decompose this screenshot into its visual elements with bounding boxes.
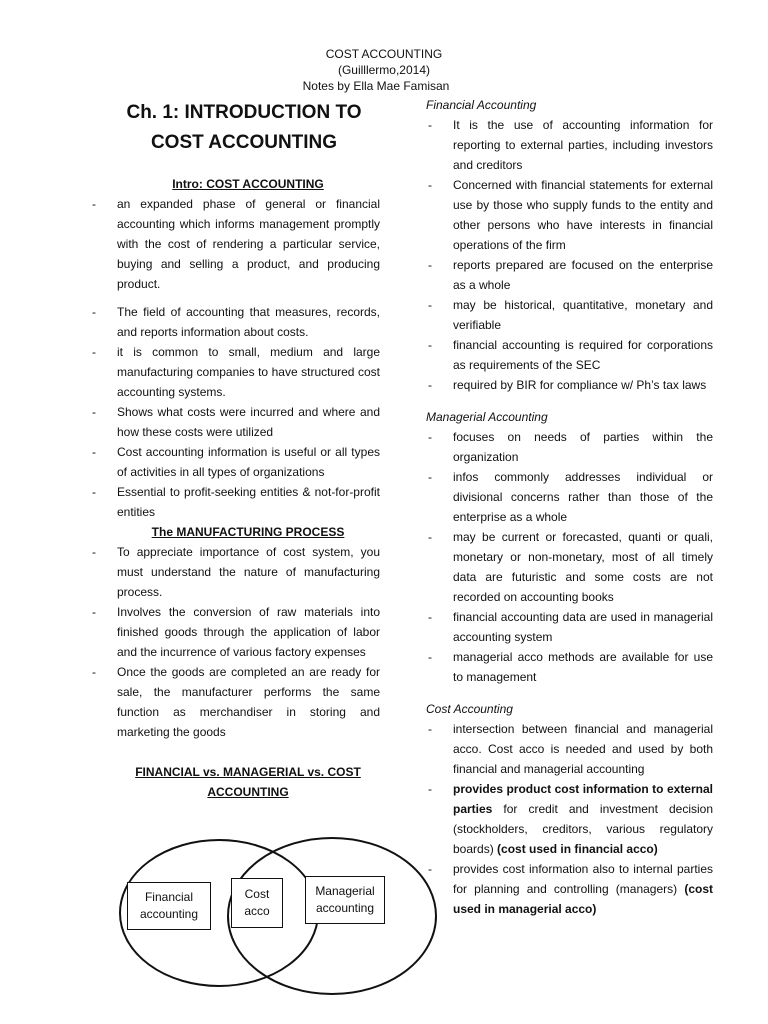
financial-box-line1: Financial xyxy=(144,890,193,904)
left-column xyxy=(90,98,380,802)
chapter-title-line2: COST ACCOUNTING xyxy=(150,132,338,153)
list-item: - Cost accounting information is useful or all types of activities in all types of organizations xyxy=(90,442,380,482)
managerial-box-line2: accounting xyxy=(315,901,375,915)
financial-list xyxy=(426,115,713,395)
cost-box-line2: acco xyxy=(244,904,270,918)
list-item: - intersection between financial and managerial acco. Cost acco is needed and used by both financial and managerial accounting xyxy=(426,719,713,779)
list-item: - financial accounting data are used in managerial accounting system xyxy=(426,607,713,647)
list-item: - reports prepared are focused on the enterprise as a whole xyxy=(426,255,713,295)
list-item: - may be current or forecasted, quanti or quali, monetary or non-monetary, most of all timely data are futuristic and some costs are not recorded on accounting books xyxy=(426,527,713,607)
intro-list xyxy=(90,194,380,294)
comparison-heading xyxy=(116,762,380,802)
list-item: - managerial acco methods are available for use to management xyxy=(426,647,713,687)
manufacturing-heading: The MANUFACTURING PROCESS xyxy=(151,525,345,539)
chapter-title xyxy=(108,98,380,158)
comparison-heading-line2: ACCOUNTING xyxy=(207,785,289,799)
cost-box-line1: Cost xyxy=(244,887,270,901)
list-item: - Shows what costs were incurred and where and how these costs were utilized xyxy=(90,402,380,442)
intro-heading: Intro: COST ACCOUNTING xyxy=(172,177,324,191)
list-item: - To appreciate importance of cost system, you must understand the nature of manufacturing process. xyxy=(90,542,380,602)
cost-item2-text: for credit and investment decision (stockholders, creditors, various regulatory boards) xyxy=(453,802,713,856)
list-item: - Concerned with financial statements for external use by those who supply funds to the entity and other persons who have interests in financial operations of the firm xyxy=(426,175,713,255)
cost-item3-text: provides cost information also to internal parties for planning and controlling (managers) xyxy=(453,862,713,896)
list-item xyxy=(426,779,713,859)
list-item: - it is common to small, medium and large manufacturing companies to have structured cost accounting systems. xyxy=(90,342,380,402)
manufacturing-list xyxy=(90,542,380,742)
cost-item2-bold-b: (cost used in financial acco) xyxy=(497,842,658,856)
doc-author: Notes by Ella Mae Famisan xyxy=(302,79,450,93)
financial-heading: Financial Accounting xyxy=(426,98,537,112)
right-column xyxy=(426,95,713,919)
managerial-heading: Managerial Accounting xyxy=(426,410,548,424)
financial-box-line2: accounting xyxy=(139,907,199,921)
cost-heading: Cost Accounting xyxy=(426,702,513,716)
comparison-heading-line1: FINANCIAL vs. MANAGERIAL vs. COST xyxy=(135,765,361,779)
intro-list-cont xyxy=(90,302,380,522)
list-item: - focuses on needs of parties within the organization xyxy=(426,427,713,467)
managerial-accounting-box xyxy=(305,876,385,924)
list-item: - may be historical, quantitative, monetary and verifiable xyxy=(426,295,713,335)
financial-accounting-box xyxy=(127,882,211,930)
managerial-list xyxy=(426,427,713,687)
list-item: - Once the goods are completed an are ready for sale, the manufacturer performs the same function as merchandiser in storing and marketing the goods xyxy=(90,662,380,742)
cost-item3-bold: (cost used in managerial acco) xyxy=(453,882,713,916)
list-item: - an expanded phase of general or financial accounting which informs management promptly with the cost of rendering a particular service, buying and selling a product, and producing product. xyxy=(90,194,380,294)
list-item: - Essential to profit-seeking entities & not-for-profit entities xyxy=(90,482,380,522)
cost-list xyxy=(426,719,713,919)
chapter-title-line1: Ch. 1: INTRODUCTION TO xyxy=(126,102,362,123)
list-item: - infos commonly addresses individual or divisional concerns rather than those of the enterprise as a whole xyxy=(426,467,713,527)
list-item xyxy=(426,859,713,919)
cost-acco-box xyxy=(231,878,283,928)
cost-item2-bold-a: provides product cost information to external parties xyxy=(453,782,713,816)
list-item: - The field of accounting that measures, records, and reports information about costs. xyxy=(90,302,380,342)
list-item: - financial accounting is required for corporations as requirements of the SEC xyxy=(426,335,713,375)
doc-title: COST ACCOUNTING xyxy=(325,47,443,61)
venn-diagram xyxy=(118,836,440,996)
managerial-box-line1: Managerial xyxy=(315,884,375,898)
list-item: - required by BIR for compliance w/ Ph’s tax laws xyxy=(426,375,713,395)
document-header xyxy=(0,46,768,94)
list-item: - Involves the conversion of raw materials into finished goods through the application of labor and the incurrence of various factory expenses xyxy=(90,602,380,662)
doc-citation: (Guilllermo,2014) xyxy=(337,63,431,77)
list-item: - It is the use of accounting information for reporting to external parties, including investors and creditors xyxy=(426,115,713,175)
